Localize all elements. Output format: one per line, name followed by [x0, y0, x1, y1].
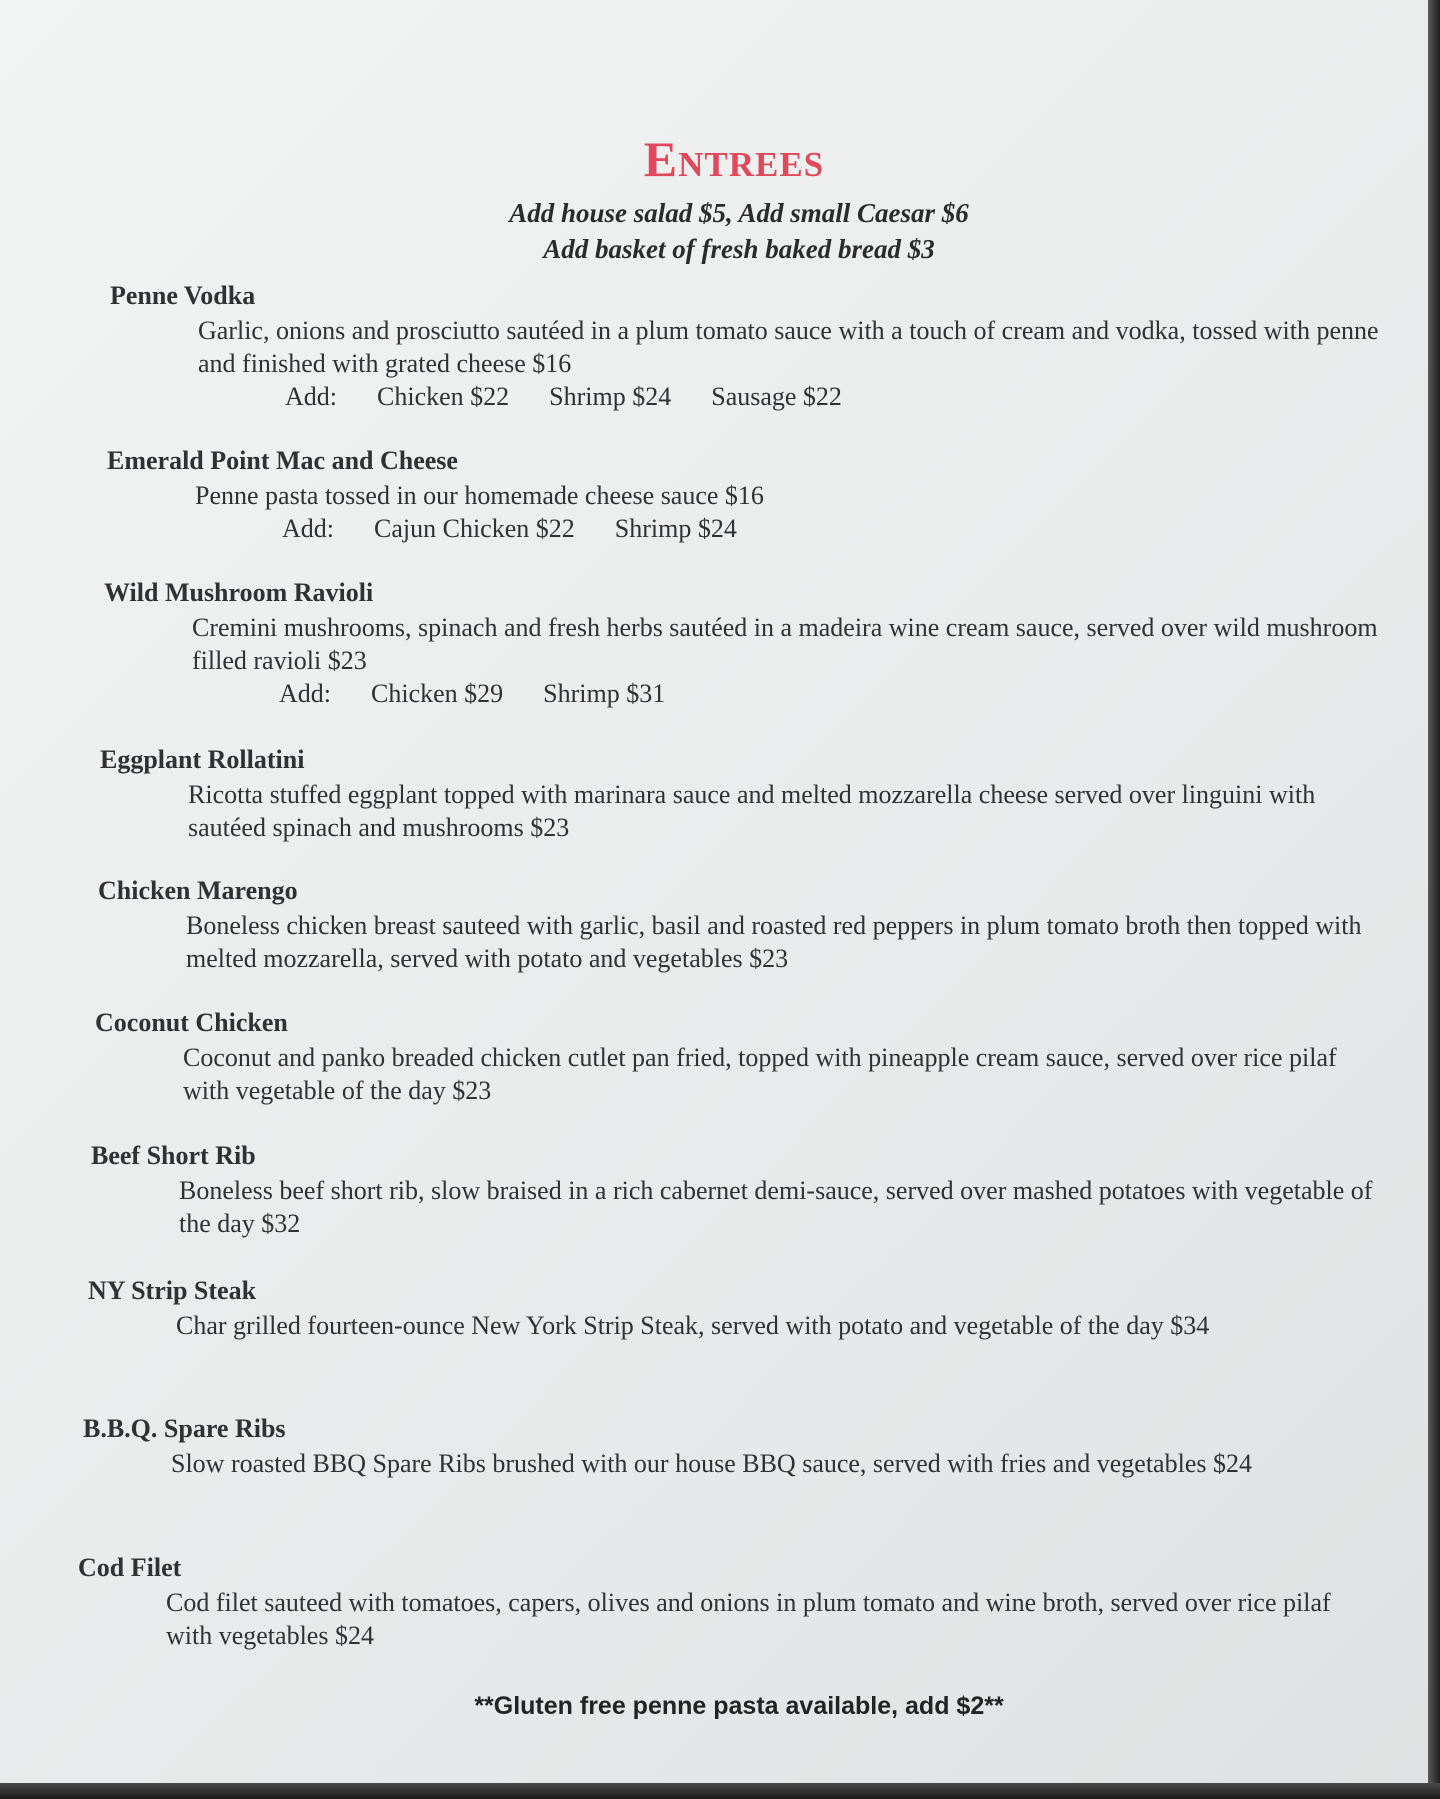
entree-cod-filet — [78, 1552, 1378, 1652]
add-option: Cajun Chicken $22 — [374, 514, 575, 543]
add-option: Sausage $22 — [711, 382, 842, 411]
add-label: Add: — [285, 382, 337, 411]
entree-mac-and-cheese — [107, 445, 1407, 545]
entree-name: Penne Vodka — [110, 281, 256, 310]
entree-description: Garlic, onions and prosciutto sautéed in a plum tomato sauce with a touch of cream and vodka, tossed with penne and finished with grated cheese $16 — [198, 316, 1379, 378]
entree-add-options — [285, 380, 1410, 413]
entree-name: Eggplant Rollatini — [100, 745, 305, 774]
add-option: Chicken $22 — [377, 382, 510, 411]
entree-eggplant-rollatini — [100, 744, 1400, 844]
add-option: Shrimp $24 — [614, 514, 737, 543]
entree-mushroom-ravioli — [104, 577, 1404, 710]
add-option: Shrimp $31 — [543, 679, 666, 708]
add-label: Add: — [282, 514, 334, 543]
entree-name: Chicken Marengo — [98, 876, 298, 905]
entree-description: Boneless beef short rib, slow braised in a rich cabernet demi-sauce, served over mashed potatoes with vegetable of the day $32 — [179, 1176, 1373, 1238]
entree-name: Wild Mushroom Ravioli — [104, 578, 374, 607]
entree-name: Beef Short Rib — [91, 1141, 256, 1170]
entree-name: B.B.Q. Spare Ribs — [83, 1414, 286, 1443]
entree-description: Cremini mushrooms, spinach and fresh herbs sautéed in a madeira wine cream sauce, served over wild mushroom filled ravioli $23 — [192, 613, 1378, 675]
entree-description: Coconut and panko breaded chicken cutlet pan fried, topped with pineapple cream sauce, served over rice pilaf with vegetable of the day $23 — [183, 1043, 1337, 1105]
entree-name: Cod Filet — [78, 1553, 182, 1582]
addon-salad-line: Add house salad $5, Add small Caesar $6 — [509, 198, 969, 228]
entree-description: Boneless chicken breast sauteed with garlic, basil and roasted red peppers in plum tomato broth then topped with melted mozzarella, served with potato and vegetables $23 — [186, 911, 1362, 973]
menu-title: Entrees — [643, 131, 825, 187]
background-edge-right — [1428, 0, 1440, 1799]
addon-bread-line: Add basket of fresh baked bread $3 — [543, 234, 935, 264]
entree-name: NY Strip Steak — [88, 1276, 257, 1305]
background-edge-bottom — [0, 1783, 1440, 1799]
entree-description: Char grilled fourteen-ounce New York Strip Steak, served with potato and vegetable of the day $34 — [176, 1311, 1210, 1340]
entree-description: Penne pasta tossed in our homemade cheese sauce $16 — [195, 481, 764, 510]
add-label: Add: — [279, 679, 331, 708]
entree-description: Ricotta stuffed eggplant topped with marinara sauce and melted mozzarella cheese served over linguini with sautéed spinach and mushrooms $23 — [188, 780, 1316, 842]
add-option: Chicken $29 — [371, 679, 504, 708]
entree-chicken-marengo — [98, 875, 1398, 975]
entree-beef-short-rib — [91, 1140, 1391, 1240]
entree-name: Emerald Point Mac and Cheese — [107, 446, 458, 475]
entree-description: Slow roasted BBQ Spare Ribs brushed with our house BBQ sauce, served with fries and vegetables $24 — [171, 1449, 1252, 1478]
add-option: Shrimp $24 — [549, 382, 672, 411]
entree-ny-strip-steak — [88, 1275, 1388, 1342]
entree-bbq-spare-ribs — [83, 1413, 1383, 1480]
entree-add-options — [282, 512, 1407, 545]
entree-add-options — [279, 677, 1404, 710]
entree-coconut-chicken — [95, 1007, 1395, 1107]
entree-penne-vodka — [110, 280, 1410, 413]
entree-name: Coconut Chicken — [95, 1008, 288, 1037]
gluten-free-note: **Gluten free penne pasta available, add $2** — [474, 1692, 1004, 1720]
entree-description: Cod filet sauteed with tomatoes, capers, olives and onions in plum tomato and wine broth, served over rice pilaf with vegetables $24 — [166, 1588, 1331, 1650]
